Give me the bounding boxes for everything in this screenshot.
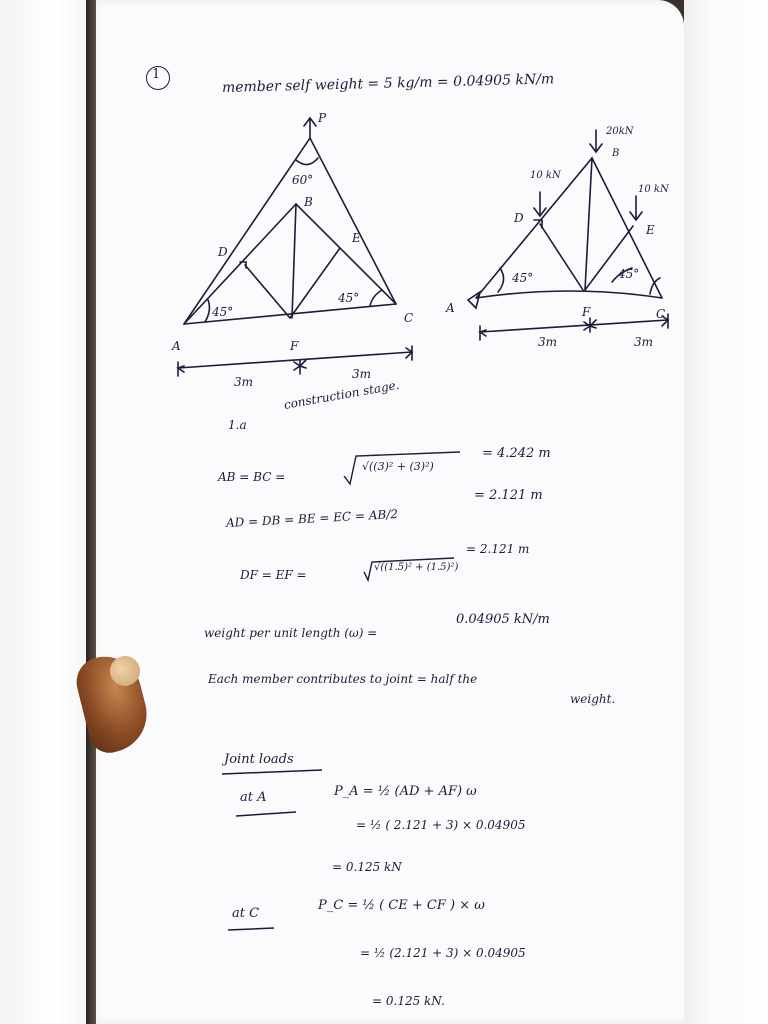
eq1-lhs: AB = BC = (218, 470, 286, 484)
each-member-line: Each member contributes to joint = half the (208, 672, 478, 686)
left-node-b: B (304, 195, 313, 209)
left-angle-right: 45° (338, 291, 360, 305)
at-a-line3: = 0.125 kN (332, 860, 402, 874)
right-node-f: F (582, 305, 591, 319)
problem-number: 1 (152, 67, 161, 82)
right-node-b: B (612, 148, 620, 159)
right-angle-right: 45° (618, 267, 640, 281)
eq3-result: = 2.121 m (466, 542, 530, 556)
at-c-line1: P_C = ½ ( CE + CF ) × ω (318, 898, 485, 913)
each-member-line-2: weight. (570, 692, 616, 706)
eq2-lhs: AD = DB = BE = EC = AB/2 (225, 506, 399, 530)
right-node-c: C (656, 307, 666, 321)
right-node-d: D (514, 211, 524, 225)
right-load-top: 20kN (606, 126, 634, 137)
left-node-c: C (404, 311, 414, 325)
left-dim-right: 3m (352, 367, 372, 381)
right-node-e: E (646, 223, 655, 237)
weight-label: weight per unit length (ω) = (204, 626, 378, 640)
weight-value: 0.04905 kN/m (456, 612, 550, 627)
section-title: construction stage. (282, 377, 401, 412)
at-a-line1: P_A = ½ (AD + AF) ω (334, 784, 477, 799)
left-node-d: D (218, 245, 228, 259)
at-c-line2: = ½ (2.121 + 3) × 0.04905 (360, 946, 526, 960)
right-load-right: 10 kN (638, 184, 669, 195)
eq3-rhs: √((1.5)² + (1.5)²) (374, 562, 459, 573)
left-node-e: E (352, 231, 361, 245)
at-c-label: at C (232, 906, 260, 921)
eq3-lhs: DF = EF = (240, 568, 307, 582)
right-dim-right: 3m (634, 335, 654, 349)
right-angle-left: 45° (512, 271, 534, 285)
left-load-label: P (318, 111, 327, 125)
right-dim-left: 3m (538, 335, 558, 349)
right-node-a: A (446, 301, 455, 315)
eq1-rhs: √((3)² + (3)²) (362, 460, 434, 473)
section-label: 1.a (228, 418, 247, 432)
left-node-a: A (172, 339, 181, 353)
left-apex-angle: 60° (292, 173, 314, 187)
left-dim-left: 3m (234, 375, 254, 389)
at-c-line3: = 0.125 kN. (372, 994, 445, 1008)
joint-loads-heading: Joint loads (224, 752, 294, 767)
at-a-line2: = ½ ( 2.121 + 3) × 0.04905 (356, 818, 526, 832)
left-node-f: F (290, 339, 299, 353)
left-angle-left: 45° (212, 305, 234, 319)
eq1-result: = 4.242 m (482, 446, 551, 461)
right-load-left: 10 kN (530, 170, 561, 181)
eq2-result: = 2.121 m (474, 488, 543, 503)
header-line: member self weight = 5 kg/m = 0.04905 kN/m (221, 71, 555, 96)
at-a-label: at A (240, 790, 267, 805)
